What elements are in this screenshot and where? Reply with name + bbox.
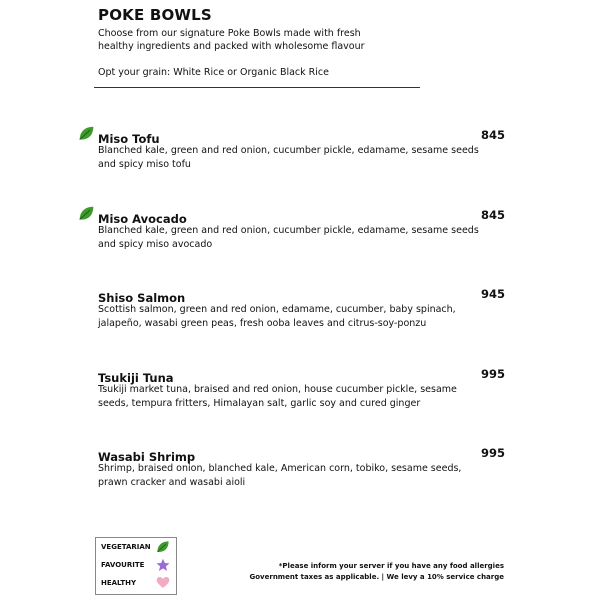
item-name: Tsukiji Tuna <box>98 371 174 385</box>
leaf-icon <box>156 540 170 554</box>
star-icon <box>156 558 170 572</box>
item-description-line: Shrimp, braised onion, blanched kale, American corn, tobiko, sesame seeds, <box>98 463 462 474</box>
menu-item-tsukiji-tuna <box>98 367 505 410</box>
item-price: 845 <box>480 128 505 142</box>
intro-line: healthy ingredients and packed with wholesome flavour <box>98 41 365 52</box>
item-description <box>98 303 505 330</box>
footer-notes <box>250 561 505 583</box>
item-name: Miso Avocado <box>98 212 187 226</box>
item-description-line: jalapeño, wasabi green peas, fresh ooba leaves and citrus-soy-ponzu <box>98 317 427 329</box>
item-name: Wasabi Shrimp <box>98 450 196 464</box>
legend-label: FAVOURITE <box>101 561 145 569</box>
item-description <box>98 383 505 410</box>
item-price: 995 <box>480 367 505 381</box>
item-description-line: and spicy miso tofu <box>98 158 191 170</box>
leaf-icon <box>78 205 95 222</box>
menu-item-miso-avocado <box>98 208 505 251</box>
item-description-line: prawn cracker and wasabi aioli <box>98 476 246 488</box>
item-description-line: Blanched kale, green and red onion, cucumber pickle, edamame, sesame seeds <box>98 145 479 156</box>
item-price: 995 <box>480 446 505 460</box>
tax-note: Government taxes as applicable. | We levy a 10% service charge <box>249 573 504 581</box>
item-description-line: Scottish salmon, green and red onion, edamame, cucumber, baby spinach, <box>98 304 456 315</box>
intro-text <box>98 27 458 53</box>
item-description-line: seeds, tempura fritters, Himalayan salt, garlic soy and cured ginger <box>98 397 421 409</box>
header-divider <box>94 87 420 88</box>
item-description <box>98 462 505 489</box>
legend-row-healthy <box>96 574 176 592</box>
menu-item-wasabi-shrimp <box>98 446 505 489</box>
legend-box <box>95 537 177 595</box>
intro-line: Choose from our signature Poke Bowls made with fresh <box>98 28 361 39</box>
item-description-line: and spicy miso avocado <box>98 238 213 250</box>
item-price: 845 <box>480 208 505 222</box>
menu-item-shiso-salmon <box>98 287 505 330</box>
item-name: Shiso Salmon <box>98 291 186 305</box>
item-description-line: Tsukiji market tuna, braised and red onion, house cucumber pickle, sesame <box>98 384 457 395</box>
grain-option-text: Opt your grain: White Rice or Organic Black Rice <box>98 67 329 78</box>
item-description <box>98 224 505 251</box>
item-description <box>98 144 505 171</box>
menu-item-miso-tofu <box>98 128 505 171</box>
item-name: Miso Tofu <box>98 132 160 146</box>
legend-label: HEALTHY <box>101 579 137 587</box>
item-price: 945 <box>480 287 505 301</box>
item-description-line: Blanched kale, green and red onion, cucumber pickle, edamame, sesame seeds <box>98 225 479 236</box>
legend-row-vegetarian <box>96 538 176 556</box>
leaf-icon <box>78 125 95 142</box>
legend-label: VEGETARIAN <box>101 543 151 551</box>
page-title: POKE BOWLS <box>98 6 212 24</box>
heart-icon <box>156 576 170 590</box>
allergy-note: *Please inform your server if you have any food allergies <box>278 562 504 570</box>
legend-row-favourite <box>96 556 176 574</box>
